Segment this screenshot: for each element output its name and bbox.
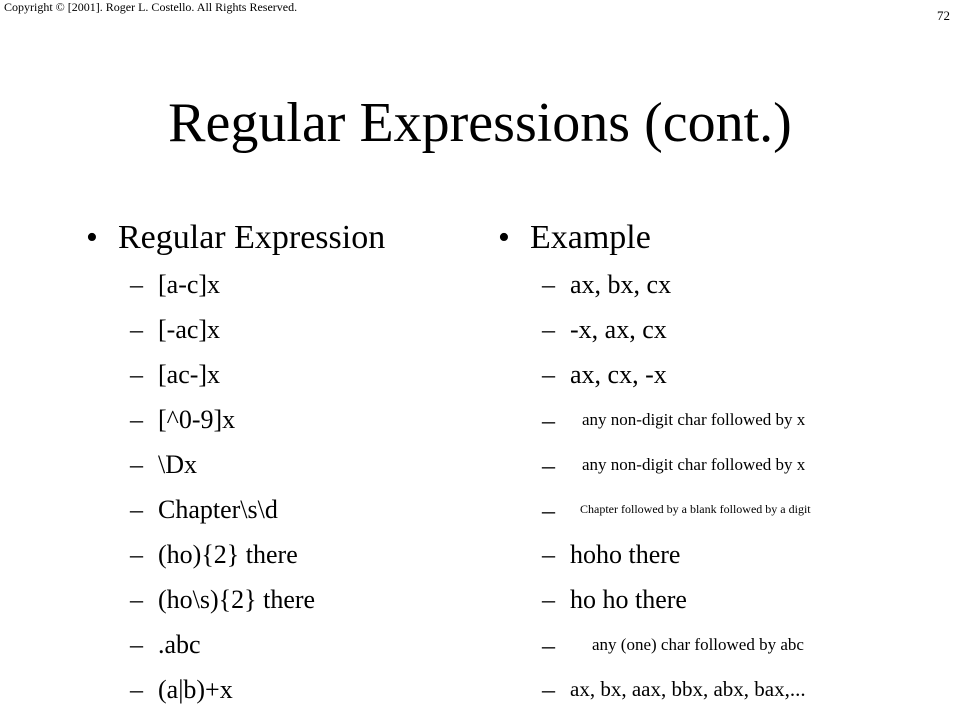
- dash-icon: –: [542, 631, 555, 660]
- example-item: [498, 397, 953, 442]
- regex-item: [86, 442, 486, 487]
- example-text: ho ho there: [570, 585, 687, 614]
- dash-icon: –: [130, 495, 143, 524]
- dash-icon: –: [130, 315, 143, 344]
- regex-item: [86, 307, 486, 352]
- bullet-icon: •: [86, 219, 98, 256]
- dash-icon: –: [542, 496, 555, 525]
- example-item: [498, 667, 953, 712]
- dash-icon: –: [542, 315, 555, 344]
- example-column: [498, 214, 953, 712]
- dash-icon: –: [542, 675, 555, 704]
- dash-icon: –: [542, 585, 555, 614]
- dash-icon: –: [130, 540, 143, 569]
- regex-text: [^0-9]x: [158, 405, 236, 434]
- regex-item: [86, 352, 486, 397]
- regex-text: [-ac]x: [158, 315, 221, 344]
- example-text: -x, ax, cx: [570, 315, 667, 344]
- example-text: any non-digit char followed by x: [582, 455, 806, 474]
- regex-column: [86, 214, 486, 712]
- example-text: any (one) char followed by abc: [592, 635, 804, 654]
- page-number: 72: [937, 8, 950, 23]
- dash-icon: –: [542, 360, 555, 389]
- example-column-heading: [498, 214, 953, 262]
- example-heading-text: Example: [530, 219, 651, 256]
- example-text: ax, bx, aax, bbx, abx, bax,...: [570, 677, 806, 701]
- regex-heading-text: Regular Expression: [118, 219, 386, 256]
- regex-text: (ho){2} there: [158, 540, 298, 569]
- regex-text: [a-c]x: [158, 270, 221, 299]
- bullet-icon: •: [498, 219, 510, 256]
- dash-icon: –: [542, 451, 555, 480]
- regex-text: [ac-]x: [158, 360, 221, 389]
- regex-text: (a|b)+x: [158, 675, 233, 704]
- regex-text: .abc: [158, 630, 201, 659]
- dash-icon: –: [130, 630, 143, 659]
- example-item: [498, 352, 953, 397]
- example-item: [498, 577, 953, 622]
- example-text: ax, cx, -x: [570, 360, 667, 389]
- example-text: hoho there: [570, 540, 681, 569]
- regex-column-heading: [86, 214, 486, 262]
- regex-item: [86, 262, 486, 307]
- example-item: [498, 307, 953, 352]
- example-item: [498, 487, 953, 532]
- dash-icon: –: [130, 360, 143, 389]
- dash-icon: –: [130, 270, 143, 299]
- slide-title: Regular Expressions (cont.): [168, 92, 792, 154]
- dash-icon: –: [130, 450, 143, 479]
- example-text: ax, bx, cx: [570, 270, 672, 299]
- regex-text: (ho\s){2} there: [158, 585, 316, 614]
- example-text: any non-digit char followed by x: [582, 410, 806, 429]
- example-item: [498, 622, 953, 667]
- regex-text: \Dx: [158, 450, 197, 479]
- dash-icon: –: [130, 405, 143, 434]
- regex-text: Chapter\s\d: [158, 495, 278, 524]
- dash-icon: –: [130, 585, 143, 614]
- example-item: [498, 532, 953, 577]
- regex-list: [86, 262, 486, 712]
- regex-item: [86, 397, 486, 442]
- dash-icon: –: [542, 406, 555, 435]
- example-text: Chapter followed by a blank followed by a digit: [580, 502, 811, 516]
- regex-item: [86, 622, 486, 667]
- dash-icon: –: [130, 675, 143, 704]
- regex-item: [86, 577, 486, 622]
- example-item: [498, 262, 953, 307]
- regex-item: [86, 487, 486, 532]
- copyright-notice: Copyright © [2001]. Roger L. Costello. All Rights Reserved.: [4, 0, 298, 14]
- regex-item: [86, 532, 486, 577]
- example-item: [498, 442, 953, 487]
- dash-icon: –: [542, 540, 555, 569]
- dash-icon: –: [542, 270, 555, 299]
- regex-item: [86, 667, 486, 712]
- example-list: [498, 262, 953, 712]
